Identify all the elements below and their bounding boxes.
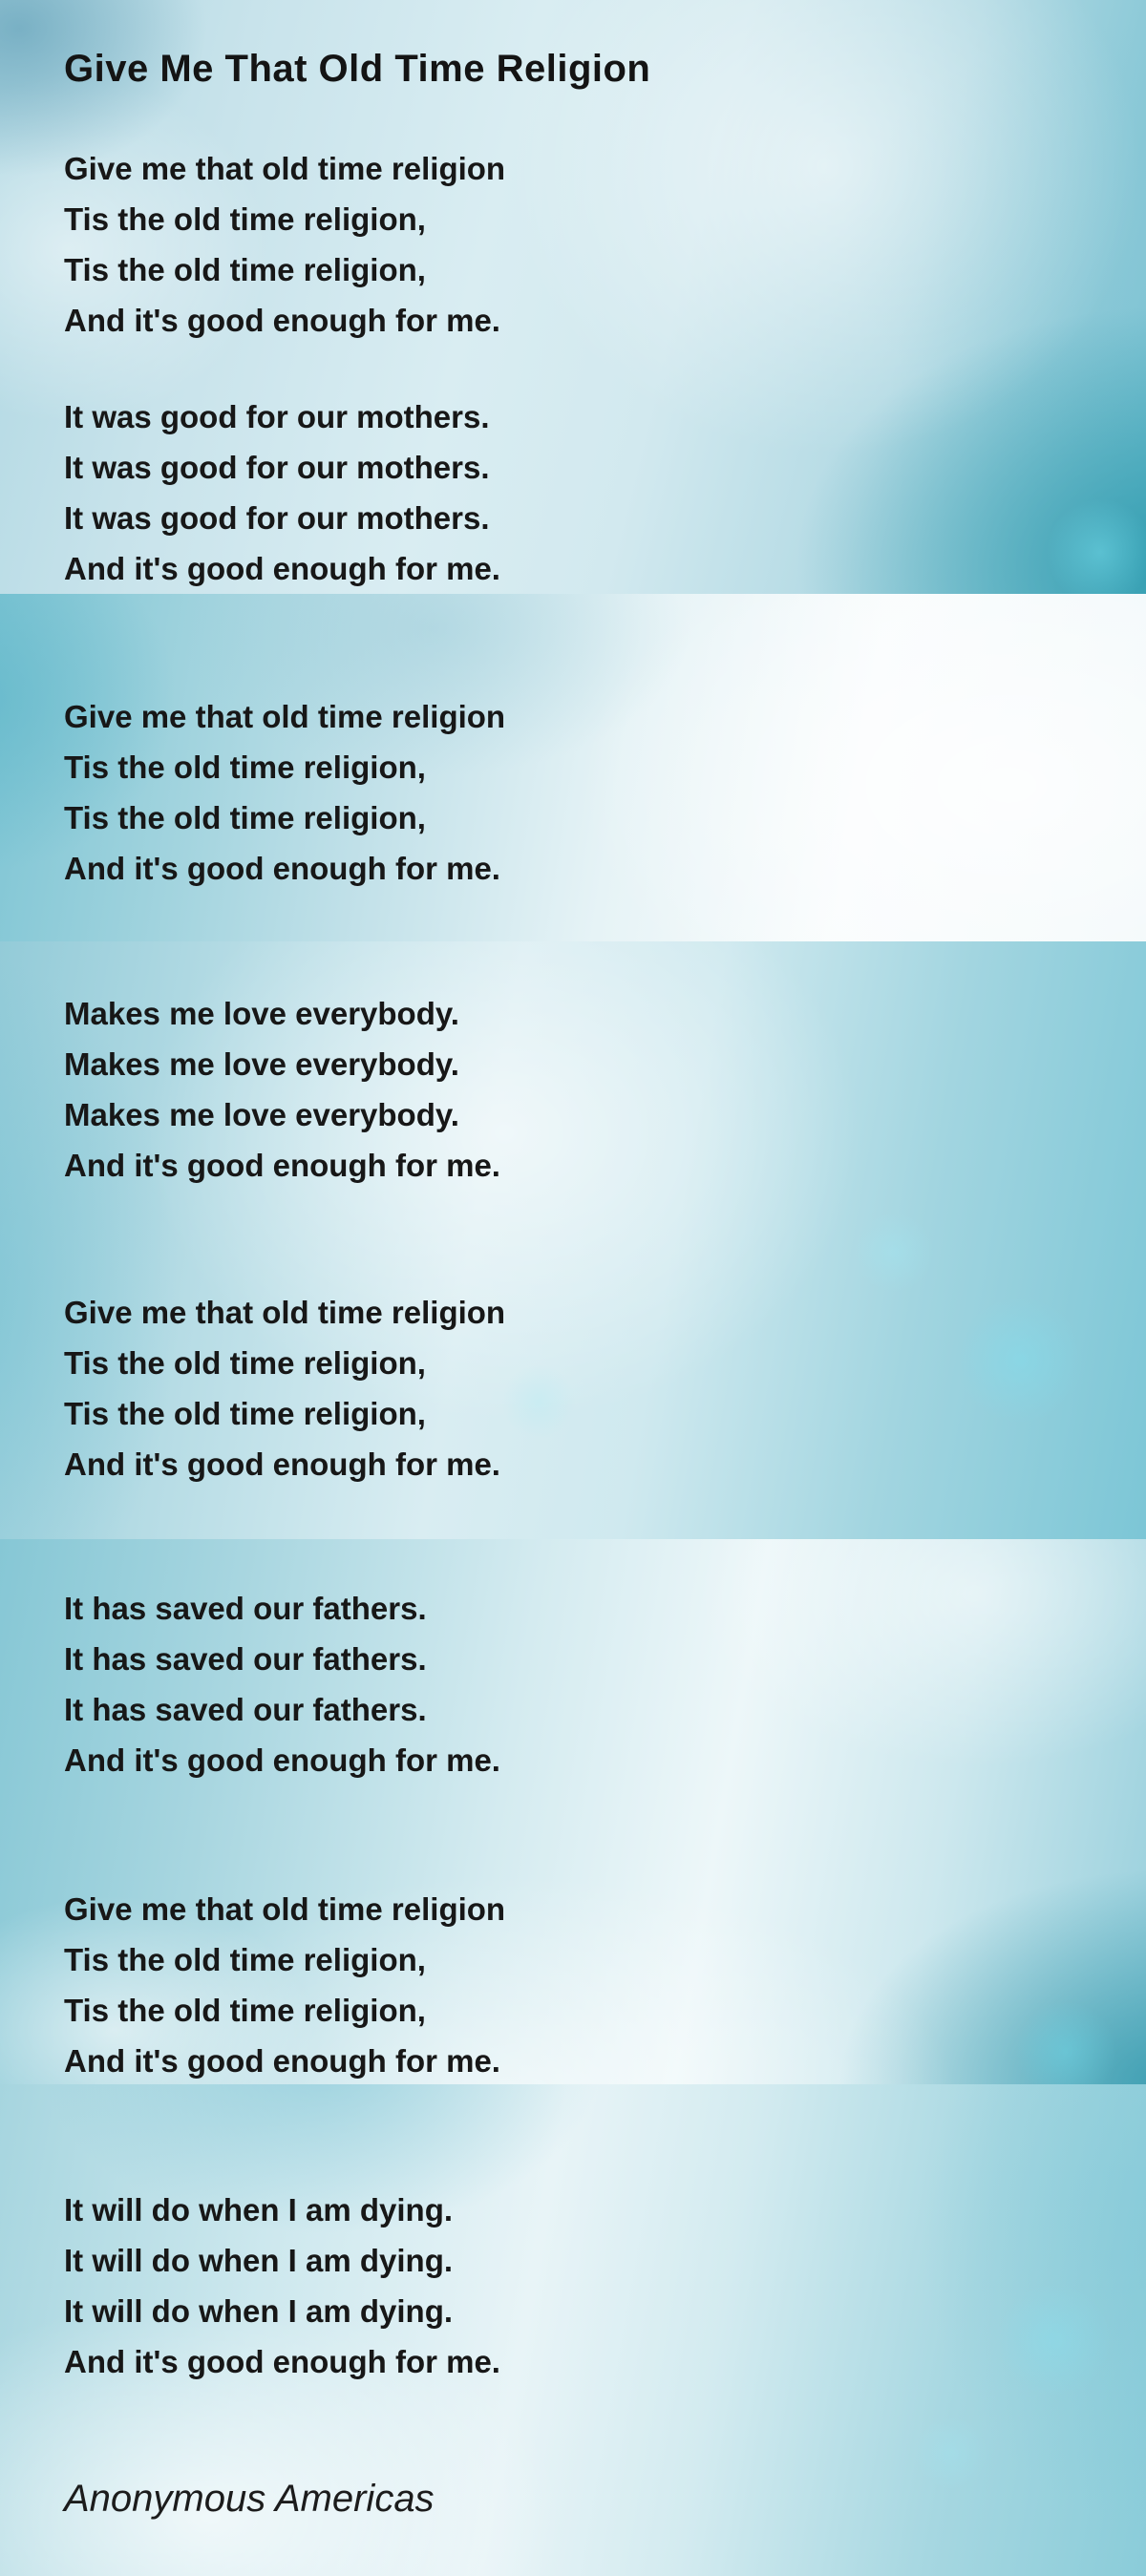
stanza-5 (64, 1287, 505, 1489)
stanza-1 (64, 143, 505, 346)
poem-line: And it's good enough for me. (64, 2344, 500, 2379)
stanza-4 (64, 988, 500, 1191)
background-band-1 (0, 0, 1146, 594)
poem-line: And it's good enough for me. (64, 1148, 500, 1183)
poem-line: Tis the old time religion, (64, 1396, 426, 1431)
poem-line: Tis the old time religion, (64, 750, 426, 785)
poem-line: It has saved our fathers. (64, 1692, 427, 1727)
poem-line: Makes me love everybody. (64, 996, 459, 1031)
poem-line: Tis the old time religion, (64, 1993, 426, 2028)
poem-line: Give me that old time religion (64, 151, 506, 186)
poem-line: It has saved our fathers. (64, 1591, 427, 1626)
poem-line: Makes me love everybody. (64, 1097, 459, 1132)
poem-line: And it's good enough for me. (64, 551, 500, 586)
poem-line: And it's good enough for me. (64, 1446, 500, 1482)
stanza-2 (64, 391, 500, 594)
poem-line: It was good for our mothers. (64, 399, 490, 434)
poem-line: It will do when I am dying. (64, 2192, 454, 2228)
poem-line: Tis the old time religion, (64, 1942, 426, 1977)
stanza-3 (64, 691, 505, 894)
poem-line: And it's good enough for me. (64, 1742, 500, 1778)
poem-line: And it's good enough for me. (64, 2043, 500, 2079)
stanza-7 (64, 1884, 505, 2084)
poem-line: Tis the old time religion, (64, 201, 426, 237)
background-band-3 (0, 941, 1146, 1539)
poem-line: And it's good enough for me. (64, 303, 500, 338)
poem-line: It will do when I am dying. (64, 2243, 454, 2278)
poem-line: It will do when I am dying. (64, 2293, 454, 2329)
poem-line: It was good for our mothers. (64, 500, 490, 536)
poem-line: Tis the old time religion, (64, 1345, 426, 1381)
poem-line: Give me that old time religion (64, 1891, 506, 1927)
stanza-6 (64, 1583, 500, 1785)
poem-line: Tis the old time religion, (64, 252, 426, 287)
poem-line: Give me that old time religion (64, 1295, 506, 1330)
poem-line: It was good for our mothers. (64, 450, 490, 485)
poem-line: Tis the old time religion, (64, 800, 426, 835)
background-band-5 (0, 2084, 1146, 2576)
background-band-2 (0, 594, 1146, 941)
poem-line: Makes me love everybody. (64, 1046, 459, 1082)
stanza-8 (64, 2185, 500, 2387)
poem-line: Give me that old time religion (64, 699, 506, 734)
background-band-4 (0, 1539, 1146, 2084)
poem-line: It has saved our fathers. (64, 1641, 427, 1677)
poem-title: Give Me That Old Time Religion (64, 48, 651, 90)
author-signature: Anonymous Americas (64, 2478, 435, 2520)
poem-line: And it's good enough for me. (64, 851, 500, 886)
